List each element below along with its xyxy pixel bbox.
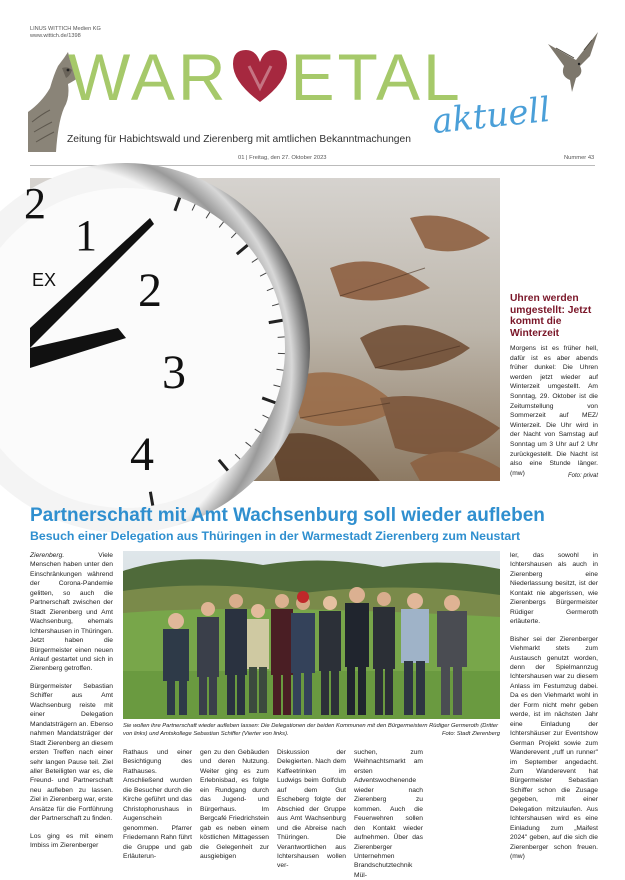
clock-numeral-3: 3	[162, 346, 186, 399]
clock-numeral-4: 4	[130, 428, 154, 481]
caption-credit: Foto: Stadt Zierenberg	[442, 730, 500, 738]
article-paragraph: ler, das sowohl in Ichtershausen als auch in Zierenberg eine Niederlassung besitzt, ist der Kontakt nie abgerissen, wie Zierenbergs Bürgermeister Rüdiger Germeroth erläuterte.	[510, 551, 598, 627]
publisher-info	[30, 26, 101, 40]
article-column-5: suchen, zum Weihnachtsmarkt am ersten Adventswochenende wieder nach Zierenberg zu kommen. Auch die Feuerwehren sollen den Kontakt wieder aufnehmen. Über das Zierenberger Unternehmen Brandschutztechnik Mül-	[354, 748, 423, 880]
clock-brand: EX	[32, 270, 56, 290]
masthead-subtitle: Zeitung für Habichtswald und Zierenberg mit amtlichen Bekanntmachungen	[67, 134, 411, 145]
dateline: Zierenberg.	[30, 552, 64, 559]
logo-war: WAR	[68, 40, 229, 114]
article-column-4: Diskussion der Delegierten. Nach dem Kaffeetrinken im Ludwigs beim Golfclub auf dem Gut Escheberg folgte der Abschied der Gruppe aus Amt Wachsenburg und die Abreise nach Thüringen. Die Verantwortlichen aus Ichtershausen wollen ver-	[277, 748, 346, 871]
article-column-6	[510, 551, 598, 870]
heart-icon	[229, 48, 291, 104]
issue-line: 01 | Freitag, den 27. Oktober 2023	[238, 155, 327, 161]
article-paragraph: Los ging es mit einem Imbiss im Zierenberger	[30, 832, 113, 851]
article-column-2: Rathaus und einer Besichtigung des Rathauses. Anschließend wurden die Besucher durch die Kirche geführt und das Christophorushaus in Augenschein genommen. Pfarrer Friedemann Rahn führt die Gruppe und gab Erläuterun-	[123, 748, 192, 861]
group-photo	[123, 551, 500, 719]
sidebar-body: Morgens ist es früher hell, dafür ist es aber abends früher dunkel: Die Uhren werden jetzt wieder auf Winterzeit umgestellt. Am Sonntag, 29. Oktober ist die Zeitumstellung von Sommerzeit auf MEZ/ Winterzeit. Die Uhr wird in der Nacht von Samstag auf Sonntag um 3 Uhr auf 2 Uhr zurückgestellt. Die Nacht ist also eine Stunde länger. (mw)	[510, 344, 598, 478]
photo-caption	[123, 722, 500, 738]
sidebar-photo-credit: Foto: privat	[510, 473, 598, 479]
masthead-logo	[68, 44, 463, 110]
caption-text: Sie wollen ihre Partnerschaft wieder aufleben lassen: Die Delegationen der beiden Kommunen mit den Bürgermeistern Rüdiger Germeroth (Dritter von links) und Amtskollege Sebastian Schiffer (Vierter von links).	[123, 723, 498, 737]
article-paragraph: Bisher sei der Zierenberger Viehmarkt stets zum Austausch genutzt worden, denn der Spielmannzug Ichtershausen war zu diesem Anlass im Festumzug dabei. Da es den Viehmarkt wohl in der Form nicht mehr geben werde, ist im nächsten Jahr eine Einladung der Ichtershäuser zur Eventshow German Projekt sowie zum Wanderevent „ruff un runner" im September angedacht. Zum Wanderevent hat Bürgermeister Sebastian Schiffer schon die Zusage gegeben, mit einer Delegation mitzulaufen. Aus Ichtershausen wird es eine Einladung zum „Maifest 2024" geben, auf die sich die Zierenberger schon freuen. (mw)	[510, 635, 598, 862]
publisher-name: LINUS WITTICH Medien KG	[30, 26, 101, 33]
article-paragraph: Bürgermeister Sebastian Schiffer aus Amt Wachsenburg reiste mit einer Delegation Mandatsträgern an. Ebenso nahmen Mandatsträger der Stadt Zierenberg an diesem ersten Treffen nach einer sehr langen Pause teil. Ziel aller Beteiligten war es, die Freund- und Partnerschaft neu aufleben zu lassen. Ziel in Zierenberg war, erste Ansätze für die Fortführung der Partnerschaft zu finden.	[30, 682, 113, 824]
clock-numeral-12: 2	[24, 179, 46, 228]
article-column-3: gen zu den Gebäuden und deren Nutzung. Weiter ging es zum Erlebnisbad, es folgte ein Rundgang durch das Jugend- und Bürgerhaus. Im Bergcafé Friedrichstein gab es neben einem köstlichen Mittagessen die Gelegenheit zur ausgiebigen	[200, 748, 269, 861]
bird-illustration	[546, 30, 602, 96]
clock-numeral-1: 1	[75, 211, 97, 260]
sidebar-headline: Uhren werden umgestellt: Jetzt kommt die Winterzeit	[510, 293, 600, 339]
article-headline: Partnerschaft mit Amt Wachsenburg soll wieder aufleben	[30, 505, 545, 527]
hero-image	[30, 178, 500, 481]
issue-number: Nummer 43	[564, 155, 594, 161]
article-column-1	[30, 551, 113, 859]
logo-etal: ETAL	[291, 40, 463, 114]
clock-numeral-2: 2	[138, 264, 162, 317]
publisher-url[interactable]: www.wittich.de/1398	[30, 33, 101, 40]
logo-aktuell: aktuell	[430, 92, 551, 140]
article-paragraph: Viele Menschen haben unter den Einschränkungen während der Corona-Pandemie gelitten, so auch die Partnerschaft zwischen der Stadt Zierenberg und Amt Wachsenburg, ehemals Ichtershausen in Thüringen. Jetzt haben die Bürgermeister einen neuen Anlauf gestartet und sich in Zierenberg getroffen.	[30, 552, 113, 672]
article-subheadline: Besuch einer Delegation aus Thüringen in der Warmestadt Zierenberg zum Neustart	[30, 529, 520, 543]
